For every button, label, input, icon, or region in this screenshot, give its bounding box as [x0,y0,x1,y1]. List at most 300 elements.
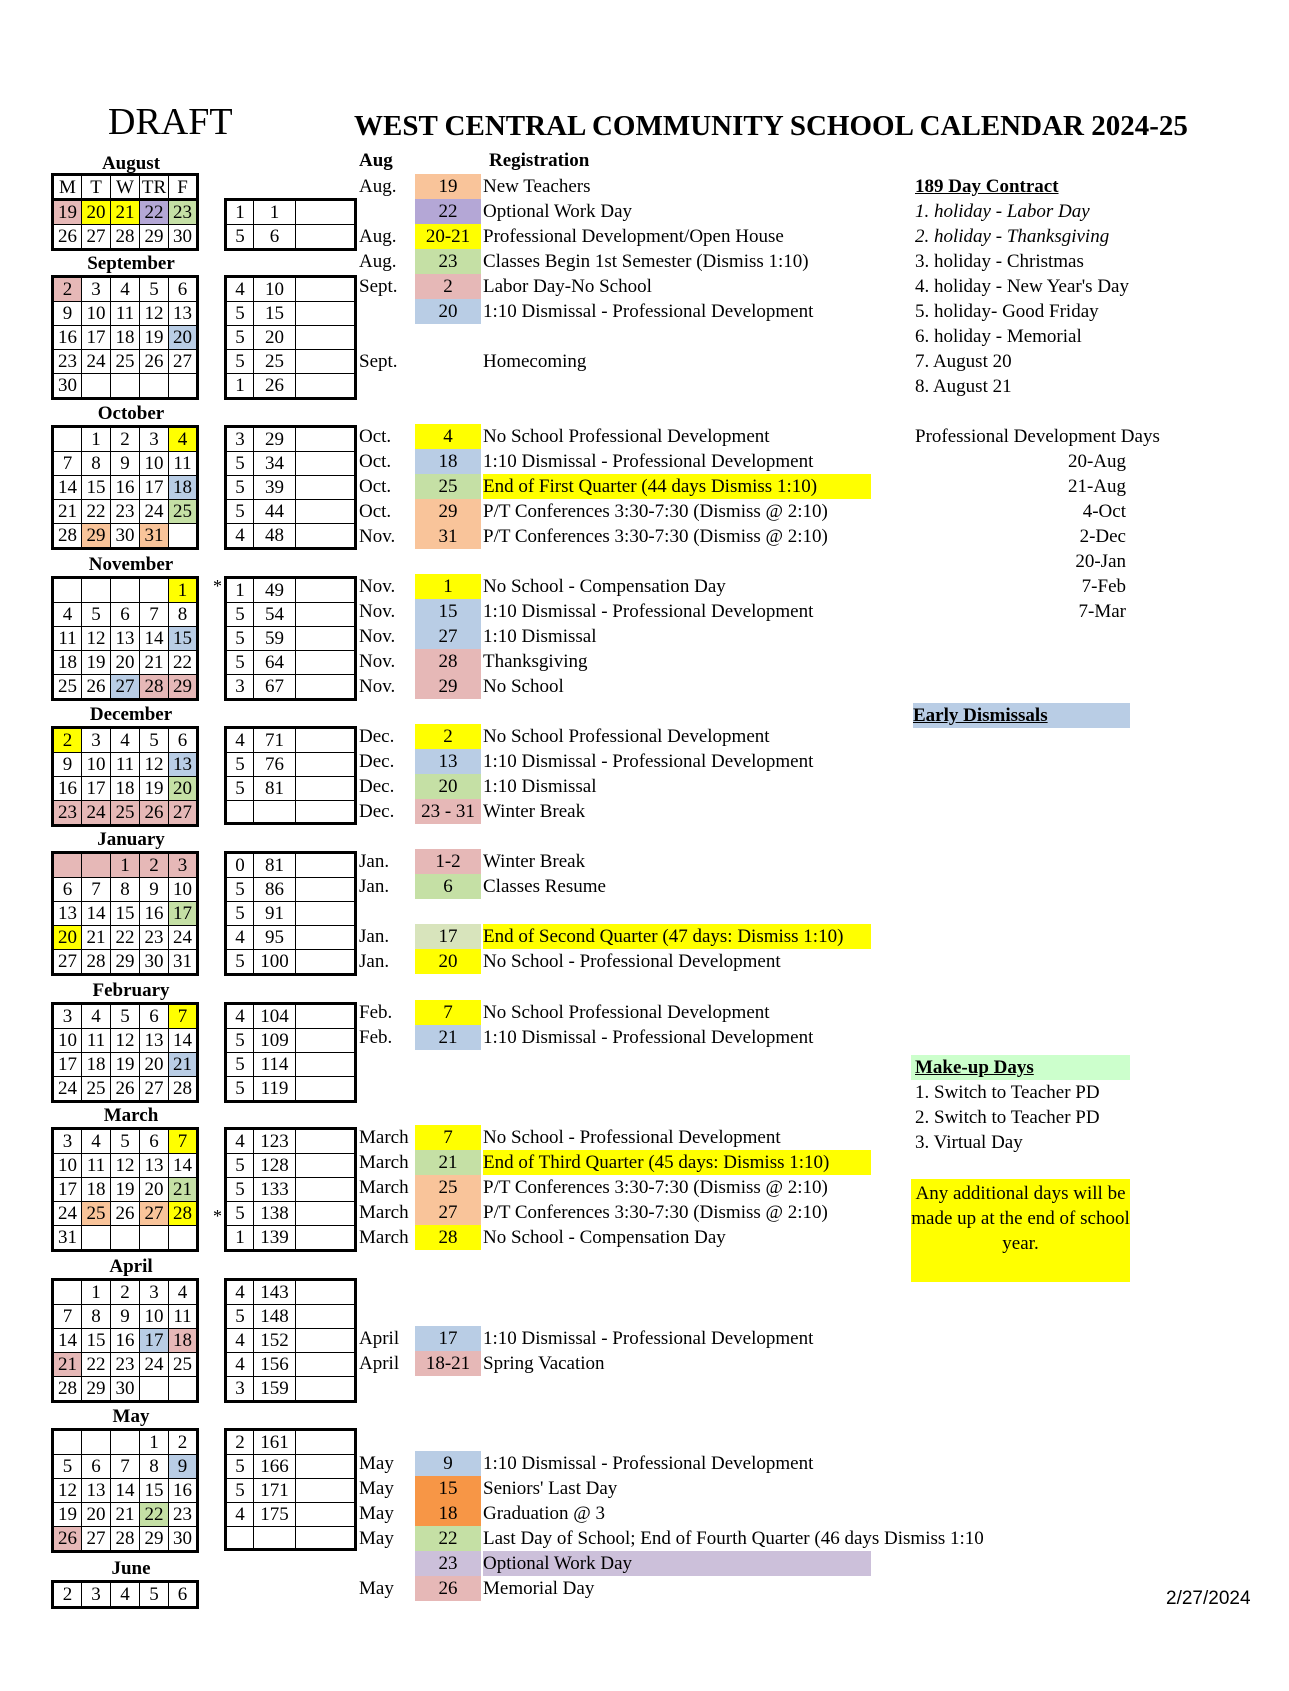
running-total: 109 [254,1029,296,1053]
day-cell: 31 [140,524,169,549]
running-total: 10 [254,277,296,302]
days-in-week: 4 [226,1353,254,1377]
day-cell: 27 [140,1077,169,1102]
event-row [359,1025,1159,1050]
days-in-week: 5 [226,1479,254,1503]
day-cell: 19 [140,326,169,350]
days-in-week: 4 [226,728,254,753]
day-cell [169,524,198,549]
day-cell: 8 [169,603,198,627]
running-total: 159 [254,1377,296,1402]
day-cell: 5 [140,728,169,753]
running-total: 143 [254,1280,296,1305]
running-total: 25 [254,350,296,374]
day-cell: 28 [53,524,82,549]
month-grid-may [51,1428,199,1553]
weekday-tr: TR [140,175,169,201]
day-cell: 31 [53,1226,82,1251]
count-row [226,1004,356,1029]
month-grid-october [51,425,199,550]
count-blank [296,452,356,476]
day-cell: 2 [169,1430,198,1455]
event-title: Homecoming [483,351,587,372]
month-name-june: June [111,1558,151,1579]
count-blank [296,374,356,399]
day-cell: 7 [169,1129,198,1154]
event-date: 20 [415,774,481,799]
day-cell [140,578,169,603]
count-row [226,1503,356,1527]
day-cell [82,374,111,399]
week-row [53,1430,198,1455]
contract-item: 1. holiday - Labor Day [915,201,1090,222]
days-in-week: 5 [226,452,254,476]
day-cell: 4 [53,603,82,627]
week-row [53,1582,198,1608]
count-blank [296,578,356,603]
month-grid-april [51,1278,199,1403]
event-month: Dec. [359,726,395,747]
days-in-week: 5 [226,1202,254,1226]
count-blank [296,302,356,326]
day-cell: 21 [140,651,169,675]
event-month: Sept. [359,351,398,372]
day-cell: 21 [169,1053,198,1077]
event-date: 13 [415,749,481,774]
event-date: 28 [415,649,481,674]
week-row [53,1455,198,1479]
running-total: 148 [254,1305,296,1329]
week-row [53,675,198,700]
month-name-november: November [88,554,174,575]
day-cell: 13 [140,1029,169,1053]
count-blank [296,1154,356,1178]
running-total: 119 [254,1077,296,1102]
month-name-january: January [97,829,165,850]
week-row [53,603,198,627]
day-cell: 12 [53,1479,82,1503]
count-blank [296,1479,356,1503]
day-cell [111,374,140,399]
running-total: 156 [254,1353,296,1377]
count-row [226,1479,356,1503]
week-row [53,902,198,926]
event-row [359,749,1159,774]
event-title: End of Third Quarter (45 days: Dismiss 1:10) [483,1150,871,1175]
day-cell: 31 [169,950,198,975]
days-in-week: 5 [226,651,254,675]
count-blank [296,1029,356,1053]
day-count-september [224,275,357,400]
day-cell [111,578,140,603]
count-blank [296,728,356,753]
day-cell: 7 [169,1004,198,1029]
count-blank [296,225,356,250]
pd-day: 21-Aug [1067,476,1126,497]
day-cell: 26 [82,675,111,700]
event-row [359,1476,1159,1501]
day-cell: 27 [53,950,82,975]
event-row [359,1351,1159,1376]
running-total: 26 [254,374,296,399]
count-blank [296,1455,356,1479]
event-row [359,949,1159,974]
days-in-week: 5 [226,603,254,627]
event-title: Labor Day-No School [483,276,652,297]
day-cell: 2 [53,728,82,753]
event-date: 27 [415,624,481,649]
day-cell: 12 [111,1154,140,1178]
days-in-week: 5 [226,902,254,926]
day-cell: 1 [140,1430,169,1455]
day-cell: 14 [169,1029,198,1053]
days-in-week: 5 [226,878,254,902]
event-row [359,1526,1159,1551]
days-in-week [226,801,254,824]
day-cell: 2 [111,1280,140,1305]
count-row [226,277,356,302]
count-row [226,801,356,824]
day-cell: 13 [53,902,82,926]
day-cell: 29 [140,225,169,250]
day-cell: 16 [111,1329,140,1353]
event-row [359,1326,1159,1351]
day-cell: 10 [140,452,169,476]
count-blank [296,500,356,524]
day-cell: 14 [169,1154,198,1178]
day-cell: 25 [82,1202,111,1226]
day-cell: 23 [111,500,140,524]
events-header-month: Aug [359,150,393,171]
week-row [53,374,198,399]
days-in-week: 5 [226,1305,254,1329]
event-date: 7 [415,1125,481,1150]
day-cell [169,1377,198,1402]
running-total: 128 [254,1154,296,1178]
day-cell: 5 [82,603,111,627]
day-cell: 29 [140,1527,169,1552]
count-row [226,302,356,326]
day-cell: 26 [140,801,169,826]
day-count-october [224,425,357,550]
days-in-week: 5 [226,627,254,651]
count-row [226,753,356,777]
day-cell: 7 [53,452,82,476]
running-total [254,1527,296,1550]
event-title: Thanksgiving [483,651,588,672]
day-cell: 4 [111,728,140,753]
count-blank [296,1280,356,1305]
day-cell: 29 [82,524,111,549]
days-in-week: 4 [226,1129,254,1154]
count-row [226,1377,356,1402]
day-cell: 3 [140,1280,169,1305]
month-name-march: March [103,1105,159,1126]
day-cell: 10 [140,1305,169,1329]
day-cell: 27 [140,1202,169,1226]
day-cell: 11 [111,302,140,326]
day-cell: 27 [82,225,111,250]
event-date: 25 [415,474,481,499]
day-cell: 23 [140,926,169,950]
event-month: Oct. [359,476,392,497]
day-cell: 24 [82,350,111,374]
day-cell: 9 [140,878,169,902]
count-blank [296,627,356,651]
day-cell: 6 [82,1455,111,1479]
event-title: P/T Conferences 3:30-7:30 (Dismiss @ 2:10) [483,1177,828,1198]
event-title: Winter Break [483,851,586,872]
event-month: Nov. [359,676,396,697]
count-blank [296,277,356,302]
contract-heading: 189 Day Contract [915,176,1059,197]
event-date: 22 [415,199,481,224]
day-cell: 11 [169,1305,198,1329]
running-total: 29 [254,427,296,452]
count-row [226,1527,356,1550]
count-row [226,326,356,350]
days-in-week: 0 [226,853,254,878]
day-cell: 9 [53,302,82,326]
count-row [226,578,356,603]
event-date: 26 [415,1576,481,1601]
day-cell: 9 [111,452,140,476]
day-cell: 27 [82,1527,111,1552]
event-title: No School - Professional Development [483,1127,781,1148]
event-date: 18 [415,449,481,474]
count-row [226,1053,356,1077]
day-cell: 28 [140,675,169,700]
weekday-t: T [82,175,111,201]
days-in-week: 5 [226,326,254,350]
day-cell: 9 [111,1305,140,1329]
day-cell: 3 [53,1129,82,1154]
day-cell: 25 [169,500,198,524]
event-title: End of First Quarter (44 days Dismiss 1:10) [483,474,871,499]
day-cell: 2 [53,277,82,302]
event-month: March [359,1202,409,1223]
week-row [53,302,198,326]
event-title: Winter Break [483,801,586,822]
days-in-week: 5 [226,1178,254,1202]
day-cell: 14 [111,1479,140,1503]
event-row [359,1501,1159,1526]
contract-item: 8. August 21 [915,376,1012,397]
day-cell: 24 [82,801,111,826]
event-date: 19 [415,174,481,199]
count-blank [296,476,356,500]
week-row [53,1377,198,1402]
running-total: 86 [254,878,296,902]
week-row [53,1129,198,1154]
event-title: No School Professional Development [483,426,770,447]
event-date: 4 [415,424,481,449]
count-row [226,853,356,878]
count-blank [296,753,356,777]
day-cell: 18 [53,651,82,675]
day-count-january [224,851,357,976]
day-cell: 17 [53,1053,82,1077]
day-cell [53,427,82,452]
event-title: Graduation @ 3 [483,1503,605,1524]
event-row [359,1451,1159,1476]
days-in-week: 5 [226,350,254,374]
running-total: 1 [254,200,296,225]
week-row [53,1202,198,1226]
event-title: No School Professional Development [483,726,770,747]
count-blank [296,1329,356,1353]
day-cell: 1 [82,427,111,452]
week-row [53,524,198,549]
day-count-march [224,1127,357,1252]
day-cell: 28 [169,1202,198,1226]
running-total: 54 [254,603,296,627]
day-cell: 20 [169,326,198,350]
day-cell: 7 [111,1455,140,1479]
event-date: 2 [415,274,481,299]
day-cell: 28 [82,950,111,975]
day-cell: 17 [82,777,111,801]
event-title: P/T Conferences 3:30-7:30 (Dismiss @ 2:10) [483,526,828,547]
day-cell: 20 [82,200,111,225]
day-cell: 27 [169,801,198,826]
day-count-april [224,1278,357,1403]
running-total: 166 [254,1455,296,1479]
day-cell: 13 [169,302,198,326]
day-cell: 20 [169,777,198,801]
day-cell: 21 [53,1353,82,1377]
running-total: 59 [254,627,296,651]
running-total: 34 [254,452,296,476]
week-row [53,350,198,374]
day-cell: 22 [82,500,111,524]
event-date: 29 [415,674,481,699]
count-row [226,524,356,549]
day-cell: 21 [111,1503,140,1527]
event-month: May [359,1478,394,1499]
event-title: Optional Work Day [483,1551,871,1576]
event-title: New Teachers [483,176,591,197]
count-row [226,878,356,902]
event-month: May [359,1453,394,1474]
day-cell: 10 [53,1154,82,1178]
day-cell: 30 [111,1377,140,1402]
days-in-week: 5 [226,1154,254,1178]
event-title: 1:10 Dismissal - Professional Development [483,451,814,472]
day-cell: 30 [53,374,82,399]
count-blank [296,1004,356,1029]
contract-item: 2. holiday - Thanksgiving [915,226,1110,247]
day-cell [53,853,82,878]
count-blank [296,1377,356,1402]
days-in-week: 5 [226,1455,254,1479]
day-cell: 25 [111,801,140,826]
event-month: Aug. [359,176,397,197]
event-title: 1:10 Dismissal - Professional Development [483,301,814,322]
running-total: 91 [254,902,296,926]
day-cell: 8 [111,878,140,902]
day-cell: 14 [53,476,82,500]
count-blank [296,1077,356,1102]
event-date: 2 [415,724,481,749]
count-blank [296,950,356,975]
events-header-title: Registration [489,150,590,171]
weekday-m: M [53,175,82,201]
day-cell [53,1430,82,1455]
count-blank [296,1527,356,1550]
day-cell: 17 [140,1329,169,1353]
event-row [359,1576,1159,1601]
day-cell: 9 [169,1455,198,1479]
event-row [359,774,1159,799]
event-title: 1:10 Dismissal - Professional Development [483,601,814,622]
week-row [53,1004,198,1029]
event-title: No School Professional Development [483,1002,770,1023]
event-date: 17 [415,924,481,949]
month-grid-august [51,198,199,251]
week-row [53,1178,198,1202]
week-row [53,1029,198,1053]
day-cell: 21 [82,926,111,950]
week-row [53,950,198,975]
event-title: Optional Work Day [483,201,633,222]
day-cell: 22 [111,926,140,950]
day-cell: 13 [169,753,198,777]
weekday-w: W [111,175,140,201]
event-month: Dec. [359,801,395,822]
day-cell [82,578,111,603]
day-cell: 30 [111,524,140,549]
event-month: Dec. [359,776,395,797]
pd-day: 20-Aug [1067,451,1126,472]
day-cell: 7 [53,1305,82,1329]
days-in-week: 1 [226,200,254,225]
count-blank [296,1053,356,1077]
running-total: 171 [254,1479,296,1503]
month-grid-january [51,851,199,976]
running-total: 44 [254,500,296,524]
week-row [53,1053,198,1077]
day-cell: 19 [140,777,169,801]
event-title: No School - Compensation Day [483,1227,726,1248]
event-row [359,924,1159,949]
day-cell: 1 [111,853,140,878]
pd-days-heading: Professional Development Days [915,426,1160,447]
day-cell: 19 [53,1503,82,1527]
page-title: WEST CENTRAL COMMUNITY SCHOOL CALENDAR 2024-25 [354,110,1188,142]
week-row [53,476,198,500]
days-in-week: 5 [226,225,254,250]
day-cell: 6 [140,1129,169,1154]
count-blank [296,1353,356,1377]
days-in-week: 5 [226,777,254,801]
makeup-item: 3. Virtual Day [915,1132,1023,1153]
count-blank [296,1178,356,1202]
day-cell: 10 [169,878,198,902]
week-row [53,853,198,878]
days-in-week: 5 [226,950,254,975]
week-row [53,1353,198,1377]
day-cell: 24 [140,500,169,524]
month-grid-september [51,275,199,400]
week-row [53,926,198,950]
day-cell: 14 [140,627,169,651]
day-cell: 9 [53,753,82,777]
day-cell: 8 [82,1305,111,1329]
count-row [226,1280,356,1305]
day-cell: 14 [53,1329,82,1353]
week-row [53,878,198,902]
